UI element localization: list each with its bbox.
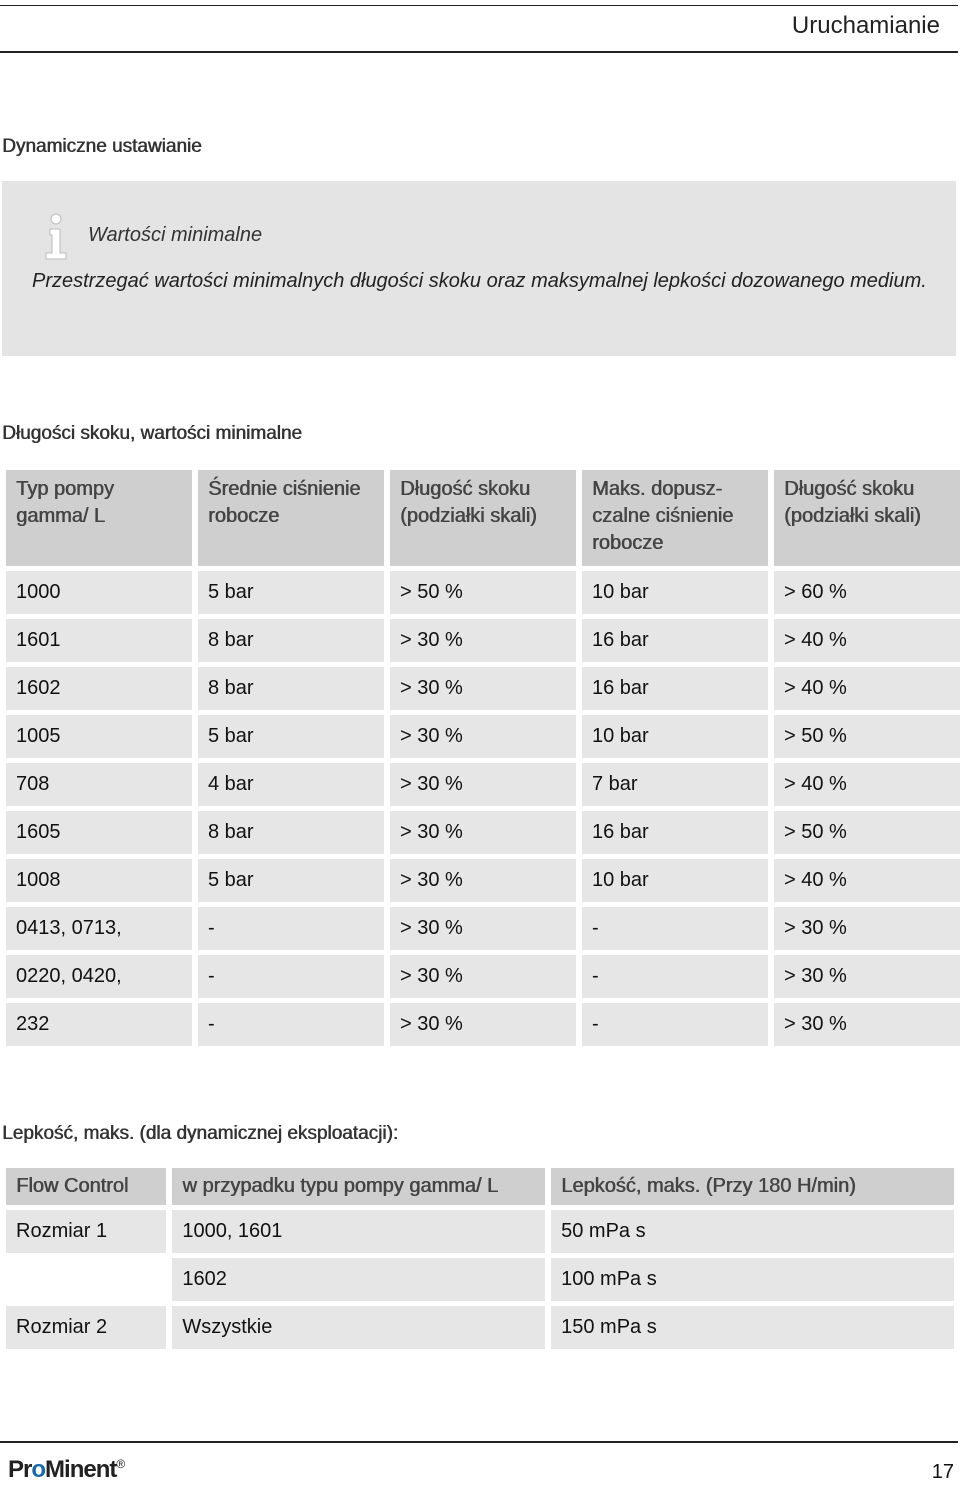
table-cell: - [582, 955, 768, 998]
table-cell: - [198, 1003, 384, 1046]
table-cell: > 50 % [774, 811, 960, 854]
table-row [6, 1306, 954, 1349]
table-cell: > 30 % [390, 715, 576, 758]
info-icon [42, 213, 70, 261]
table-cell: 8 bar [198, 619, 384, 662]
col-header-pump-type: Typ pompy gamma/ L [6, 470, 192, 566]
table-cell: 0413, 0713, [6, 907, 192, 950]
table-cell: > 30 % [390, 907, 576, 950]
table-cell: - [198, 907, 384, 950]
table-row [6, 811, 960, 854]
table-cell: 1602 [172, 1258, 545, 1301]
table-cell: 16 bar [582, 619, 768, 662]
table-cell: > 40 % [774, 667, 960, 710]
table-cell: 5 bar [198, 859, 384, 902]
table-cell: 50 mPa s [551, 1210, 954, 1253]
table-cell: 16 bar [582, 667, 768, 710]
table-cell: Rozmiar 1 [6, 1210, 166, 1253]
table-cell: - [582, 907, 768, 950]
table-cell: > 30 % [774, 907, 960, 950]
table-cell: 8 bar [198, 811, 384, 854]
table-cell: 1000, 1601 [172, 1210, 545, 1253]
table-cell: 708 [6, 763, 192, 806]
table-cell: > 30 % [390, 859, 576, 902]
col-header-pump-type: w przypadku typu pompy gamma/ L [172, 1168, 545, 1205]
table-cell: > 50 % [390, 571, 576, 614]
col-header-stroke-length: Długość skoku (podziałki skali) [390, 470, 576, 566]
table-row [6, 1003, 960, 1046]
table-cell: > 30 % [774, 1003, 960, 1046]
table-row [6, 955, 960, 998]
table-cell: Rozmiar 2 [6, 1306, 166, 1349]
table-cell: 1000 [6, 571, 192, 614]
section-title-stroke-lengths: Długości skoku, wartości minimalne [2, 423, 302, 444]
table-cell: 4 bar [198, 763, 384, 806]
table-row [6, 667, 960, 710]
table-cell: 1601 [6, 619, 192, 662]
col-header-flow-control: Flow Control [6, 1168, 166, 1205]
note-text: Przestrzegać wartości minimalnych długości skoku oraz maksymalnej lepkości dozowanego medium. [32, 270, 927, 292]
table-cell: > 30 % [390, 811, 576, 854]
table-cell: 10 bar [582, 715, 768, 758]
section-title-viscosity: Lepkość, maks. (dla dynamicznej eksploatacji): [2, 1123, 399, 1144]
table-cell: > 30 % [390, 619, 576, 662]
table-header-row [6, 470, 960, 566]
table-cell: - [198, 955, 384, 998]
table-row [6, 619, 960, 662]
table-cell: > 40 % [774, 859, 960, 902]
table-cell: 0220, 0420, [6, 955, 192, 998]
table-cell: 1005 [6, 715, 192, 758]
viscosity-table [0, 1163, 960, 1354]
table-cell: Wszystkie [172, 1306, 545, 1349]
table-cell: 1605 [6, 811, 192, 854]
table-cell: 5 bar [198, 715, 384, 758]
header-rule-top [0, 5, 958, 6]
table-cell: > 40 % [774, 619, 960, 662]
col-header-max-pressure: Maks. dopusz- czalne ciśnienie robocze [582, 470, 768, 566]
table-cell: > 40 % [774, 763, 960, 806]
table-cell: 5 bar [198, 571, 384, 614]
table-row [6, 859, 960, 902]
table-cell: > 60 % [774, 571, 960, 614]
table-cell: > 30 % [774, 955, 960, 998]
col-header-stroke-length-max: Długość skoku (podziałki skali) [774, 470, 960, 566]
page-header-title: Uruchamianie [791, 12, 940, 39]
stroke-length-table [0, 465, 960, 1051]
table-header-row [6, 1168, 954, 1205]
table-cell: - [582, 1003, 768, 1046]
table-cell: > 30 % [390, 667, 576, 710]
header-rule-bottom [0, 51, 958, 53]
table-cell: > 30 % [390, 955, 576, 998]
page-number: 17 [931, 1461, 954, 1483]
table-cell: > 30 % [390, 1003, 576, 1046]
table-cell [6, 1258, 166, 1301]
table-row [6, 907, 960, 950]
table-cell: 16 bar [582, 811, 768, 854]
table-row [6, 763, 960, 806]
table-cell: 1602 [6, 667, 192, 710]
table-cell: > 30 % [390, 763, 576, 806]
table-cell: 10 bar [582, 571, 768, 614]
col-header-avg-pressure: Średnie ciśnienie robocze [198, 470, 384, 566]
section-title-dynamic-setting: Dynamiczne ustawianie [2, 136, 202, 157]
table-cell: 1008 [6, 859, 192, 902]
table-cell: 150 mPa s [551, 1306, 954, 1349]
note-title: Wartości minimalne [88, 224, 263, 246]
table-cell: 232 [6, 1003, 192, 1046]
footer-rule [0, 1441, 958, 1443]
table-cell: 100 mPa s [551, 1258, 954, 1301]
table-row [6, 715, 960, 758]
prominent-logo: ProMinent® [8, 1456, 125, 1483]
table-cell: > 50 % [774, 715, 960, 758]
table-cell: 10 bar [582, 859, 768, 902]
table-row [6, 1258, 954, 1301]
table-cell: 8 bar [198, 667, 384, 710]
table-row [6, 571, 960, 614]
table-row [6, 1210, 954, 1253]
col-header-max-viscosity: Lepkość, maks. (Przy 180 H/min) [551, 1168, 954, 1205]
table-cell: 7 bar [582, 763, 768, 806]
